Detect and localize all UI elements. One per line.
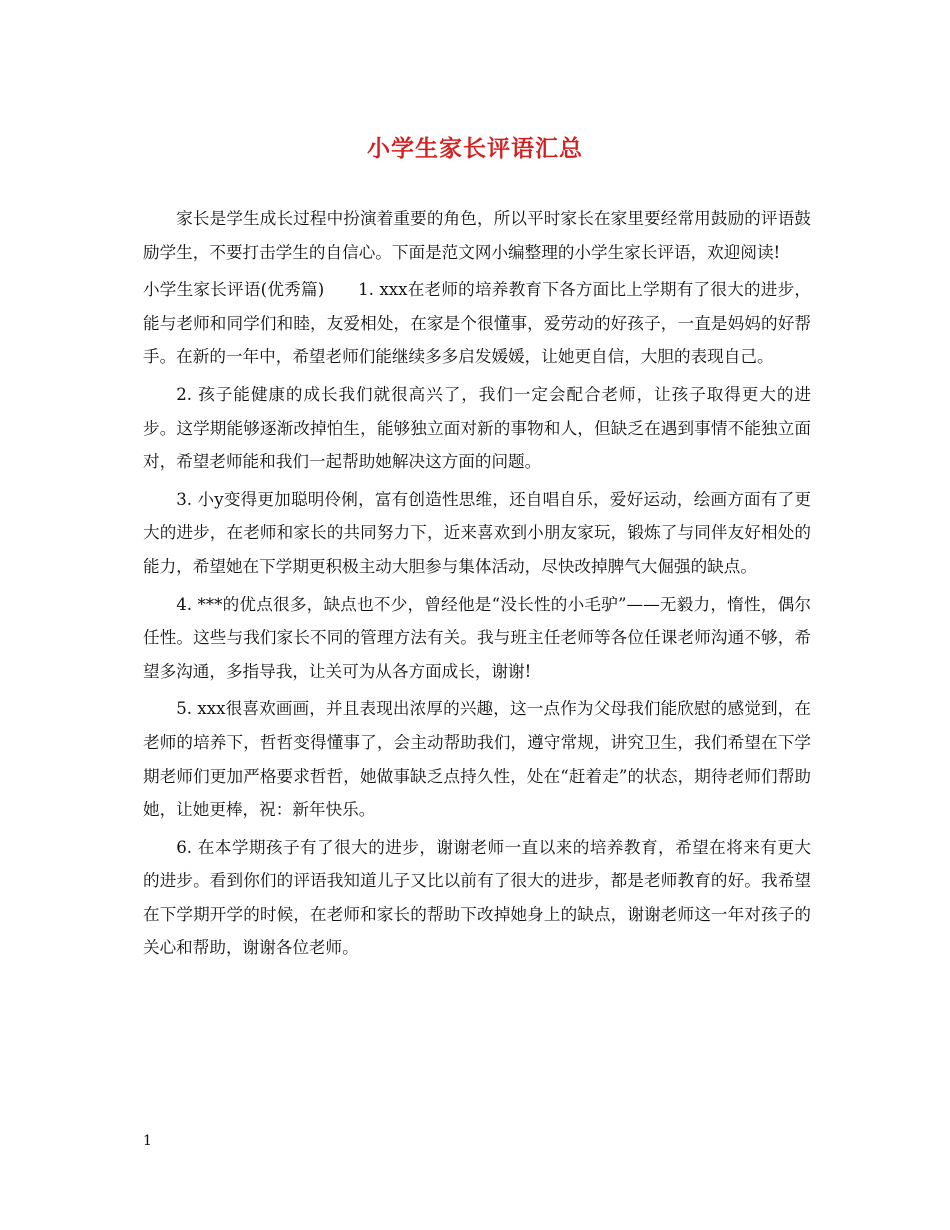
- comment-item-5: 5. xxx很喜欢画画，并且表现出浓厚的兴趣，这一点作为父母我们能欣慰的感觉到，在老师的培养下，哲哲变得懂事了，会主动帮助我们，遵守常规，讲究卫生，我们希望在下学期老师们更加严格要求哲哲，她做事缺乏点持久性，处在“赶着走”的状态，期待老师们帮助她，让她更棒，祝：新年快乐。: [143, 699, 811, 820]
- comment-item-2: 2. 孩子能健康的成长我们就很高兴了，我们一定会配合老师，让孩子取得更大的进步。这学期能够逐渐改掉怕生，能够独立面对新的事物和人，但缺乏在遇到事情不能独立面对，希望老师能和我们一起帮助她解决这方面的问题。: [143, 384, 811, 472]
- page-number: 1: [143, 1133, 152, 1149]
- comment-item-6: 6. 在本学期孩子有了很大的进步，谢谢老师一直以来的培养教育，希望在将来有更大的进步。看到你们的评语我知道儿子又比以前有了很大的进步，都是老师教育的好。我希望在下学期开学的时候，在老师和家长的帮助下改掉她身上的缺点，谢谢老师这一年对孩子的关心和帮助，谢谢各位老师。: [143, 837, 811, 958]
- intro-paragraph: 家长是学生成长过程中扮演着重要的角色，所以平时家长在家里要经常用鼓励的评语鼓励学生，不要打击学生的自信心。下面是范文网小编整理的小学生家长评语，欢迎阅读!: [143, 209, 811, 262]
- document-body: [143, 202, 811, 969]
- comment-item-3: 3. 小y变得更加聪明伶俐，富有创造性思维，还自唱自乐，爱好运动，绘画方面有了更大的进步，在老师和家长的共同努力下，近来喜欢到小朋友家玩，锻炼了与同伴友好相处的能力，希望她在下学期更积极主动大胆参与集体活动，尽快改掉脾气大倔强的缺点。: [143, 489, 811, 576]
- comment-item-4: 4. ***的优点很多，缺点也不少，曾经他是“没长性的小毛驴”——无毅力，惰性，偶尔任性。这些与我们家长不同的管理方法有关。我与班主任老师等各位任课老师沟通不够，希望多沟通，多指导我，让关可为从各方面成长，谢谢!: [143, 594, 811, 681]
- section-heading-paragraph: 小学生家长评语(优秀篇) 1. xxx在老师的培养教育下各方面比上学期有了很大的进步，能与老师和同学们和睦，友爱相处，在家是个很懂事，爱劳动的好孩子，一直是妈妈的好帮手。在新的一年中，希望老师们能继续多多启发媛媛，让她更自信，大胆的表现自己。: [143, 280, 811, 367]
- document-title: 小学生家长评语汇总: [367, 135, 583, 162]
